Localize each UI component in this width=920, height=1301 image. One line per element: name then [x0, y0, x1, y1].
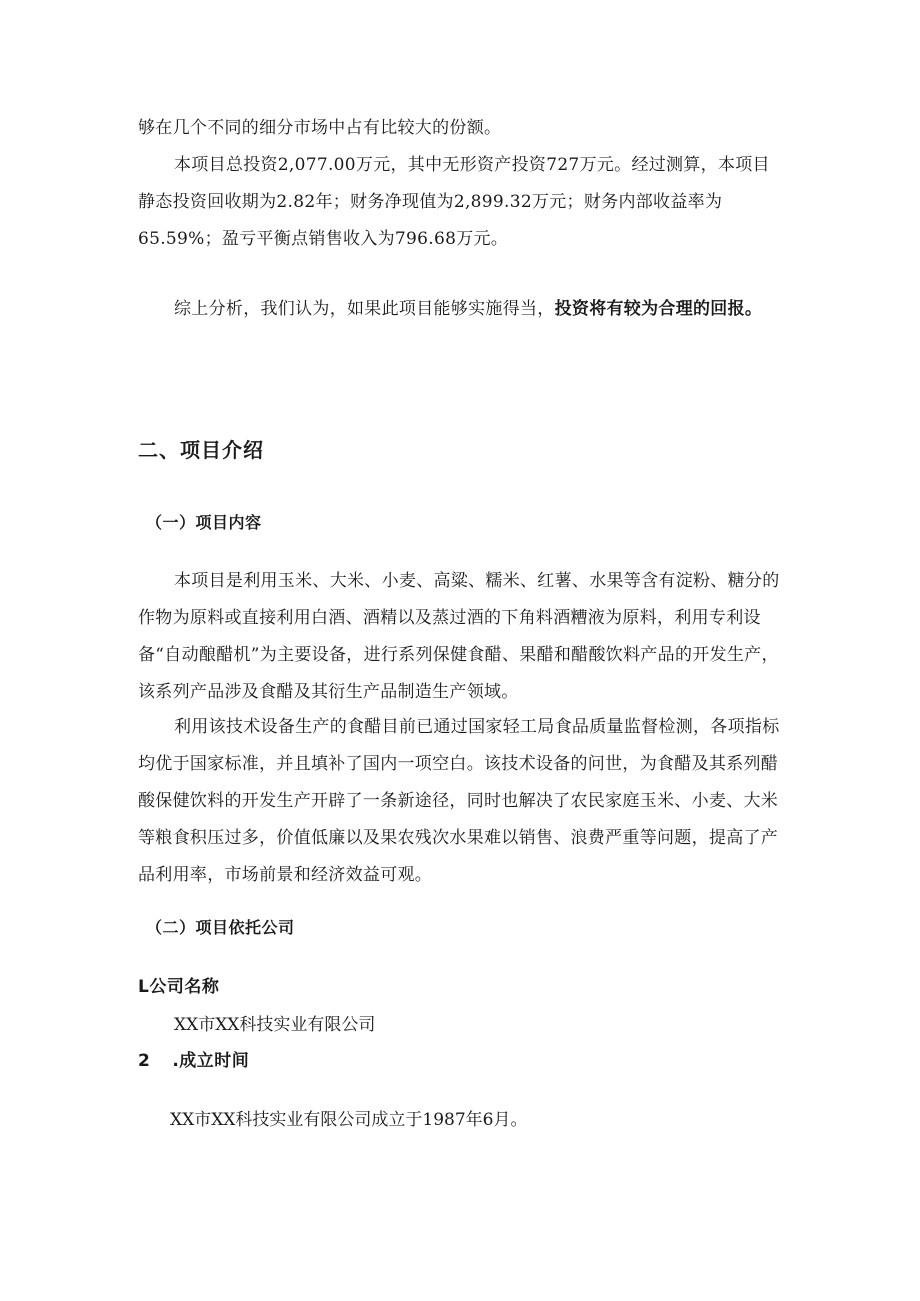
item-title-founding: .成立时间: [172, 1051, 250, 1071]
subsection-title-content: （一）项目内容: [146, 513, 262, 532]
paragraph-technology: 利用该技术设备生产的食醋目前已通过国家轻工局食品质量监督检测，各项指标均优于国家标准，并且填补了国内一项空白。该技术设备的问世，为食醋及其系列醋酸保健饮料的开发生产开辟了一条新途径，同时也解决了农民家庭玉米、小麦、大米等粮食积压过多，价值低廉以及果农残次水果难以销售、浪费严重等问题，提高了产品利用率，市场前景和经济效益可观。: [138, 717, 780, 885]
item-number: 2: [138, 1051, 151, 1071]
item-founding-date: [138, 1046, 249, 1071]
founding-statement: XX市XX科技实业有限公司成立于1987年6月。: [170, 1110, 528, 1130]
paragraph-conclusion: [138, 291, 784, 328]
company-name: XX市XX科技实业有限公司: [174, 1015, 376, 1035]
paragraph-investment-summary: 本项目总投资2,077.00万元，其中无形资产投资727万元。经过测算，本项目静态投资回收期为2.82年；财务净现值为2,899.32万元；财务内部收益率为65.59%；盈亏平衡点销售收入为796.68万元。: [138, 155, 770, 249]
paragraph-market-share: 够在几个不同的细分市场中占有比较大的份额。: [138, 118, 502, 138]
paragraph-project-content: 本项目是利用玉米、大米、小麦、高粱、糯米、红薯、水果等含有淀粉、糖分的作物为原料或直接利用白酒、酒精以及蒸过酒的下角料酒糟液为原料，利用专利设备“自动酿醋机”为主要设备，进行系列保健食醋、果醋和醋酸饮料产品的开发生产，该系列产品涉及食醋及其衍生产品制造生产领域。: [138, 571, 780, 702]
item-title-company-name: L公司名称: [138, 977, 220, 997]
section-title: 二、项目介绍: [138, 438, 264, 462]
conclusion-emphasis: 投资将有较为合理的回报。: [554, 299, 763, 319]
subsection-title-company: （二）项目依托公司: [146, 918, 295, 937]
conclusion-text: 综上分析，我们认为，如果此项目能够实施得当，: [174, 299, 555, 319]
